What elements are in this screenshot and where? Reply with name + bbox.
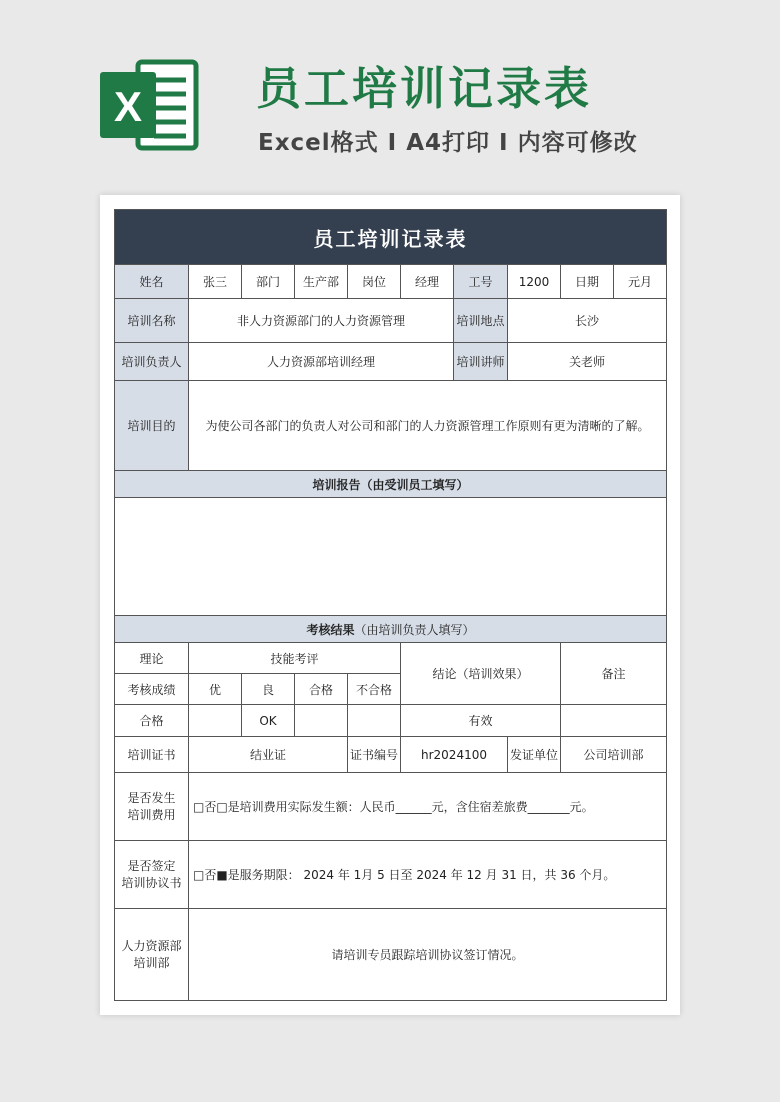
lecturer-value[interactable]: 关老师: [508, 343, 667, 381]
conclusion-result[interactable]: 有效: [401, 705, 561, 737]
cert-number-value[interactable]: hr2024100: [401, 737, 508, 773]
employee-id-value[interactable]: 1200: [508, 265, 561, 299]
score-label: 考核成绩: [115, 674, 189, 705]
good-cell[interactable]: OK: [242, 705, 295, 737]
grade-fail: 不合格: [348, 674, 401, 705]
cert-number-label: 证书编号: [348, 737, 401, 773]
form-title: 员工培训记录表: [115, 210, 667, 265]
grade-good: 良: [242, 674, 295, 705]
cert-label: 培训证书: [115, 737, 189, 773]
purpose-value[interactable]: 为使公司各部门的负责人对公司和部门的人力资源管理工作原则有更为清晰的了解。: [189, 381, 667, 471]
cert-issuer-label: 发证单位: [508, 737, 561, 773]
location-value[interactable]: 长沙: [508, 299, 667, 343]
owner-value[interactable]: 人力资源部培训经理: [189, 343, 454, 381]
cost-label-line1: 是否发生: [127, 790, 176, 805]
exam-section-header: [115, 616, 667, 643]
agreement-label-line1: 是否签定: [127, 858, 176, 873]
theory-result[interactable]: 合格: [115, 705, 189, 737]
exam-section-note: （由培训负责人填写）: [354, 622, 475, 637]
fail-cell[interactable]: [348, 705, 401, 737]
cost-label: [115, 773, 189, 841]
dept-label: 部门: [242, 265, 295, 299]
skill-label: 技能考评: [189, 643, 401, 674]
cost-value[interactable]: □否□是培训费用实际发生额：人民币______元，含住宿差旅费_______元。: [189, 773, 667, 841]
position-value[interactable]: 经理: [401, 265, 454, 299]
conclusion-label: 结论（培训效果）: [401, 643, 561, 705]
grade-excellent: 优: [189, 674, 242, 705]
employee-id-label: 工号: [454, 265, 508, 299]
training-record-table: [114, 209, 667, 1001]
date-label: 日期: [561, 265, 614, 299]
owner-label: 培训负责人: [115, 343, 189, 381]
name-value[interactable]: 张三: [189, 265, 242, 299]
position-label: 岗位: [348, 265, 401, 299]
hr-label: [115, 909, 189, 1001]
agreement-label: [115, 841, 189, 909]
cert-issuer-value[interactable]: 公司培训部: [561, 737, 667, 773]
hr-label-line2: 培训部: [133, 955, 170, 970]
grade-pass: 合格: [295, 674, 348, 705]
agreement-label-line2: 培训协议书: [121, 875, 182, 890]
page-subtitle: Excel格式 I A4打印 I 内容可修改: [258, 130, 638, 156]
page-title: 员工培训记录表: [256, 62, 593, 115]
course-value[interactable]: 非人力资源部门的人力资源管理: [189, 299, 454, 343]
agreement-value[interactable]: □否■是服务期限： 2024 年 1月 5 日至 2024 年 12 月 31 日，共 36 个月。: [189, 841, 667, 909]
hr-label-line1: 人力资源部: [121, 938, 182, 953]
report-content-area[interactable]: [115, 498, 667, 616]
dept-value[interactable]: 生产部: [295, 265, 348, 299]
name-label: 姓名: [115, 265, 189, 299]
remark-value[interactable]: [561, 705, 667, 737]
form-sheet: [100, 195, 680, 1015]
report-section-title: 培训报告（由受训员工填写）: [312, 477, 469, 492]
purpose-label: 培训目的: [115, 381, 189, 471]
date-value[interactable]: 元月: [614, 265, 667, 299]
report-section-header: [115, 471, 667, 498]
remark-label: 备注: [561, 643, 667, 705]
hr-value[interactable]: 请培训专员跟踪培训协议签订情况。: [189, 909, 667, 1001]
cost-label-line2: 培训费用: [127, 807, 176, 822]
pass-cell[interactable]: [295, 705, 348, 737]
course-label: 培训名称: [115, 299, 189, 343]
page-header: [0, 0, 780, 190]
theory-label: 理论: [115, 643, 189, 674]
lecturer-label: 培训讲师: [454, 343, 508, 381]
exam-section-title: 考核结果: [306, 622, 355, 637]
excel-logo-icon: [100, 58, 200, 152]
logo-letter: X: [113, 83, 143, 130]
location-label: 培训地点: [454, 299, 508, 343]
excellent-cell[interactable]: [189, 705, 242, 737]
cert-value[interactable]: 结业证: [189, 737, 348, 773]
